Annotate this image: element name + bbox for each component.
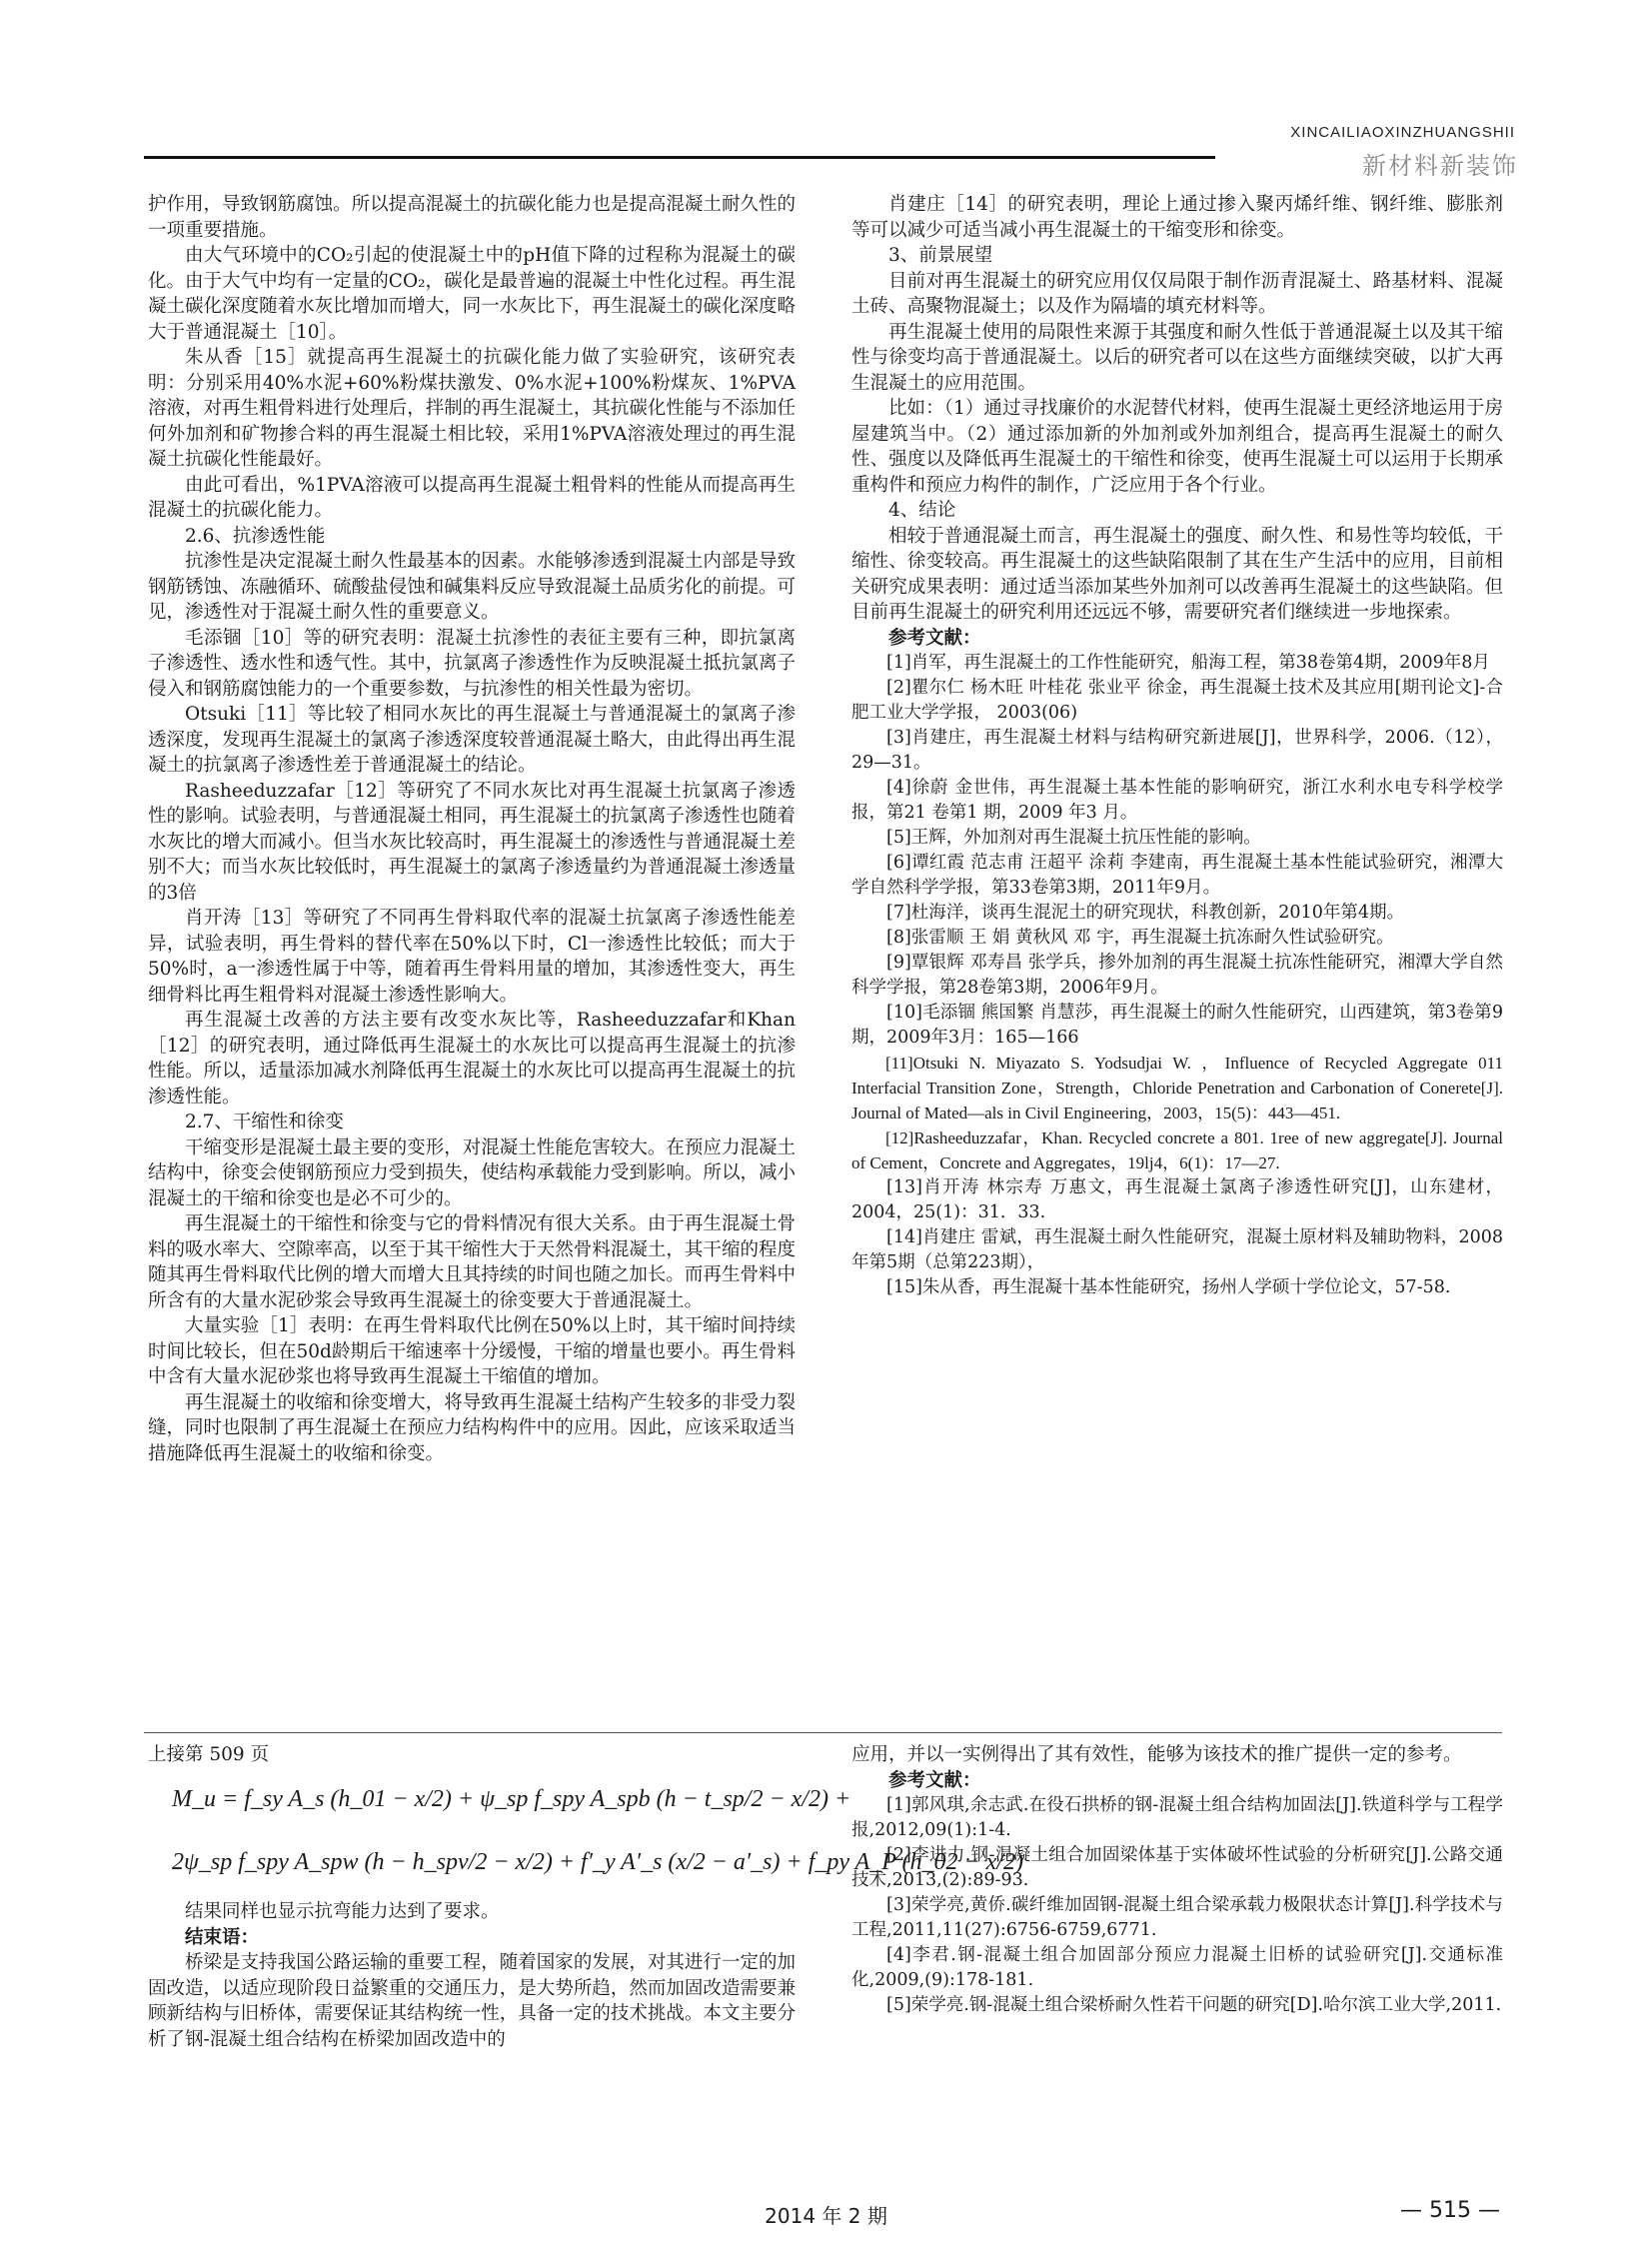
bottom-right-para-3: [2]李进力.钢-混凝土组合加固梁体基于实体破坏性试验的分析研究[J].公路交通技术,2013,(2):89-93. — [851, 1845, 1503, 1890]
right-col-para-9: [2]瞿尔仁 杨木旺 叶桂花 张业平 徐金，再生混凝土技术及其应用[期刊论文]-合肥工业大学学报， 2003(06) — [851, 678, 1503, 723]
right-col-para-13: [6]谭红霞 范志甫 汪超平 涂莉 李建南，再生混凝土基本性能试验研究，湘潭大学自然科学学报，第33卷第3期，2011年9月。 — [851, 853, 1503, 898]
right-col-para-14: [7]杜海洋，谈再生混泥土的研究现状，科教创新，2010年第4期。 — [886, 903, 1404, 923]
continued-note — [148, 1742, 796, 1768]
right-col-para-4: 比如：（1）通过寻找廉价的水泥替代材料，使再生混凝土更经济地运用于房屋建筑当中。（2）通过添加新的外加剂或外加剂组合，提高再生混凝土的耐久性、强度以及降低再生混凝土的干缩性和徐变，使再生混凝土可以运用于长期承重构件和预应力构件的制作，广泛应用于各个行业。 — [851, 398, 1503, 496]
right-col-para-12: [5]王辉，外加剂对再生混凝土抗压性能的影响。 — [886, 828, 1261, 848]
right-col-para-8: [1]肖军，再生混凝土的工作性能研究，船海工程，第38卷第4期，2009年8月 — [886, 653, 1490, 673]
left-col-para-8: Rasheeduzzafar［12］等研究了不同水灰比对再生混凝土抗氯离子渗透性的影响。试验表明，与普通混凝土相同，再生混凝土的抗氯离子渗透性也随着水灰比的增大而减小。但当水灰比较高时，再生混凝土的渗透性与普通混凝土差别不大；而当水灰比较低时，再生混凝土的氯离子渗透量约为普通混凝土渗透量的3倍 — [148, 780, 796, 904]
bottom-right-para-4: [3]荣学亮,黄侨.碳纤维加固钢-混凝土组合梁承载力极限状态计算[J].科学技术与工程,2011,11(27):6756-6759,6771. — [851, 1895, 1503, 1940]
left-col-para-2: 朱从香［15］就提高再生混凝土的抗碳化能力做了实验研究，该研究表明：分别采用40%水泥+60%粉煤扶激发、0%水泥+100%粉煤灰、1%PVA溶液，对再生粗骨料进行处理后，拌制的再生混凝土，其抗碳化性能与不添加任何外加剂和矿物掺合料的再生混凝土相比较，采用1%PVA溶液处理过的再生混凝土抗碳化性能最好。 — [148, 347, 796, 470]
header-chinese-title: 新材料新装饰 — [1362, 152, 1518, 180]
bottom-right-para-2: [1]郭风琪,余志武.在役石拱桥的钢-混凝土组合结构加固法[J].铁道科学与工程学报,2012,09(1):1-4. — [851, 1795, 1503, 1840]
right-column — [851, 192, 1503, 1300]
left-col-para-15: 再生混凝土的收缩和徐变增大，将导致再生混凝土结构产生较多的非受力裂缝，同时也限制了再生混凝土在预应力结构构件中的应用。因此，应该采取适当措施降低再生混凝土的收缩和徐变。 — [148, 1391, 796, 1464]
left-col-para-12: 干缩变形是混凝土最主要的变形，对混凝土性能危害较大。在预应力混凝土结构中，徐变会使钢筋预应力受到损失，使结构承载能力受到影响。所以，减小混凝土的干缩和徐变也是必不可少的。 — [148, 1136, 796, 1209]
right-col-para-10: [3]肖建庄，再生混凝土材料与结构研究新进展[J]，世界科学，2006.（12），29—31。 — [851, 728, 1503, 773]
left-col-para-11: 2.7、干缩性和徐变 — [185, 1112, 344, 1132]
left-col-para-5: 抗渗性是决定混凝土耐久性最基本的因素。水能够渗透到混凝土内部是导致钢筋锈蚀、冻融循环、硫酸盐侵蚀和碱集料反应导致混凝土品质劣化的前提。可见，渗透性对于混凝土耐久性的重要意义。 — [148, 551, 796, 623]
bottom-left-para-0: 结果同样也显示抗弯能力达到了要求。 — [185, 1901, 500, 1922]
right-col-para-17: [10]毛添锢 熊国繁 肖慧莎，再生混凝土的耐久性能研究，山西建筑，第3卷第9期，2009年3月：165—166 — [851, 1003, 1503, 1048]
formula-line-2: 2ψ_sp f_spy A_spw (h − h_spv/2 − x/2) + f′_y A′_s (x/2 − a′_s) + f_py A_P (h_02 − x/2) — [172, 1849, 1023, 1875]
right-col-para-22: [15]朱从香，再生混凝十基本性能研究，扬州人学硕十学位论文，57-58. — [886, 1277, 1451, 1297]
left-col-para-10: 再生混凝土改善的方法主要有改变水灰比等，Rasheeduzzafar和Khan［12］的研究表明，通过降低再生混凝土的水灰比可以提高再生混凝土的抗渗性能。所以，适量添加减水剂降低再生混凝土的水灰比可以提高再生混凝土的抗渗透性能。 — [148, 1010, 796, 1108]
left-col-para-9: 肖开涛［13］等研究了不同再生骨料取代率的混凝土抗氯离子渗透性能差异，试验表明，再生骨料的替代率在50%以下时，Cl一渗透性比较低；而大于50%时，a一渗透性属于中等，随着再生骨料用量的增加，其渗透性变大，再生细骨料比再生粗骨料对混凝土渗透性影响大。 — [148, 908, 796, 1006]
left-col-para-6: 毛添锢［10］等的研究表明：混凝土抗渗性的表征主要有三种，即抗氯离子渗透性、透水性和透气性。其中，抗氯离子渗透性作为反映混凝土抵抗氯离子侵入和钢筋腐蚀能力的一个重要参数，与抗渗性的相关性最为密切。 — [148, 627, 796, 700]
right-col-para-2: 目前对再生混凝土的研究应用仅仅局限于制作沥青混凝土、路基材料、混凝土砖、高聚物混凝土；以及作为隔墙的填充材料等。 — [851, 270, 1503, 317]
header-rule — [144, 156, 1215, 159]
left-col-para-13: 再生混凝土的干缩性和徐变与它的骨料情况有很大关系。由于再生混凝土骨料的吸水率大、空隙率高，以至于其干缩性大于天然骨料混凝土，其干缩的程度随其再生骨料取代比例的增大而增大且其持续的时间也随之加长。而再生骨料中所含有的大量水泥砂浆会导致再生混凝土的徐变要大于普通混凝土。 — [148, 1213, 796, 1311]
left-col-para-3: 由此可看出，%1PVA溶液可以提高再生混凝土粗骨料的性能从而提高再生混凝土的抗碳化能力。 — [148, 474, 796, 521]
header-english-title: XINCAILIAOXINZHUANGSHII — [1290, 124, 1515, 141]
left-column — [148, 192, 796, 1466]
right-col-para-21: [14]肖建庄 雷斌，再生混凝土耐久性能研究，混凝土原材料及辅助物料，2008年第5期（总第223期）， — [851, 1227, 1503, 1272]
right-col-para-3: 再生混凝土使用的局限性来源于其强度和耐久性低于普通混凝土以及其干缩性与徐变均高于普通混凝土。以后的研究者可以在这些方面继续突破，以扩大再生混凝土的应用范围。 — [851, 321, 1503, 394]
bottom-right-para-6: [5]荣学亮.钢-混凝土组合梁桥耐久性若干问题的研究[D].哈尔滨工业大学,2011. — [886, 1995, 1502, 2015]
formula-line-1: M_u = f_sy A_s (h_01 − x/2) + ψ_sp f_spy A_spb (h − t_sp/2 − x/2) + — [172, 1786, 851, 1812]
bottom-left-column — [148, 1899, 796, 2052]
right-col-para-16: [9]覃银辉 邓寿昌 张学兵，掺外加剂的再生混凝土抗冻性能研究，湘潭大学自然科学学报，第28卷第3期，2006年9月。 — [851, 953, 1503, 998]
right-col-para-1: 3、前景展望 — [888, 245, 993, 266]
page-number: — 515 — — [1400, 2198, 1500, 2223]
right-col-para-0: 肖建庄［14］的研究表明，理论上通过掺入聚丙烯纤维、钢纤维、膨胀剂等可以减少可适当减小再生混凝土的干缩变形和徐变。 — [851, 194, 1503, 241]
right-col-para-7: 参考文献： — [888, 627, 981, 649]
issue-label: 2014 年 2 期 — [765, 2204, 887, 2228]
bottom-left-para-2: 桥梁是支持我国公路运输的重要工程，随着国家的发展，对其进行一定的加固改造，以适应现阶段日益繁重的交通压力，是大势所趋，然而加固改造需要兼顾新结构与旧桥体，需要保证其结构统一性，具备一定的技术挑战。本文主要分析了钢-混凝土组合结构在桥梁加固改造中的 — [148, 1952, 796, 2050]
bottom-right-column — [851, 1742, 1503, 2018]
right-col-para-5: 4、结论 — [888, 500, 956, 521]
right-col-para-15: [8]张雷顺 王 娟 黄秋风 邓 宇，再生混凝土抗冻耐久性试验研究。 — [886, 928, 1394, 948]
left-col-para-7: Otsuki［11］等比较了相同水灰比的再生混凝土与普通混凝土的氯离子渗透深度，发现再生混凝土的氯离子渗透深度较普通混凝土略大，由此得出再生混凝土的抗氯离子渗透性差于普通混凝土的结论。 — [148, 704, 796, 776]
bottom-right-para-5: [4]李君.钢-混凝土组合加固部分预应力混凝土旧桥的试验研究[J].交通标准化,2009,(9):178-181. — [851, 1945, 1503, 1990]
left-col-para-1: 由大气环境中的CO₂引起的使混凝土中的pH值下降的过程称为混凝土的碳化。由于大气中均有一定量的CO₂，碳化是最普遍的混凝土中性化过程。再生混凝土碳化深度随着水灰比增加而增大，同一水灰比下，再生混凝土的碳化深度略大于普通混凝土［10］。 — [148, 245, 796, 343]
right-col-para-6: 相较于普通混凝土而言，再生混凝土的强度、耐久性、和易性等均较低，干缩性、徐变较高。再生混凝土的这些缺陷限制了其在生产生活中的应用，目前相关研究成果表明：通过适当添加某些外加剂可以改善再生混凝土的这些缺陷。但目前再生混凝土的研究利用还远远不够，需要研究者们继续进一步地探索。 — [851, 525, 1503, 623]
left-col-para-0: 护作用，导致钢筋腐蚀。所以提高混凝土的抗碳化能力也是提高混凝土耐久性的一项重要措施。 — [148, 194, 796, 241]
section-separator — [144, 1732, 1502, 1733]
right-col-para-18: [11]Otsuki N. Miyazato S. Yodsudjai W. ，Influence of Recycled Aggregate 011 Interfacial Transition Zone，Strength，Chloride Penetration and Carbonation of Conerete[J]. Journal of Mated—als in Civil Engineering，2003，15(5)：443—451. — [851, 1054, 1503, 1122]
left-col-para-4: 2.6、抗渗透性能 — [185, 525, 326, 547]
bottom-right-para-1: 参考文献： — [888, 1769, 981, 1791]
bottom-left-para-1: 结束语： — [185, 1926, 260, 1948]
continued-from-page: 上接第 509 页 — [148, 1744, 270, 1765]
left-col-para-14: 大量实验［1］表明：在再生骨料取代比例在50%以上时，其干缩时间持续时间比较长，但在50d龄期后干缩速率十分缓慢，干缩的增量也要小。再生骨料中含有大量水泥砂浆也将导致再生混凝土干缩值的增加。 — [148, 1315, 796, 1387]
bottom-right-para-0: 应用，并以一实例得出了其有效性，能够为该技术的推广提供一定的参考。 — [851, 1744, 1462, 1765]
right-col-para-20: [13]肖开涛 林宗寿 万惠文，再生混凝土氯离子渗透性研究[J]，山东建材，2004，25(1)：31．33. — [851, 1177, 1503, 1222]
right-col-para-11: [4]徐蔚 金世伟，再生混凝土基本性能的影响研究，浙江水利水电专科学校学报，第21 卷第1 期，2009 年3 月。 — [851, 778, 1503, 823]
right-col-para-19: [12]Rasheeduzzafar，Khan. Recycled concrete a 801. 1ree of new aggregate[J]. Journal of Cement，Concrete and Aggregates，19lj4，6(1)：17—27. — [851, 1128, 1503, 1172]
